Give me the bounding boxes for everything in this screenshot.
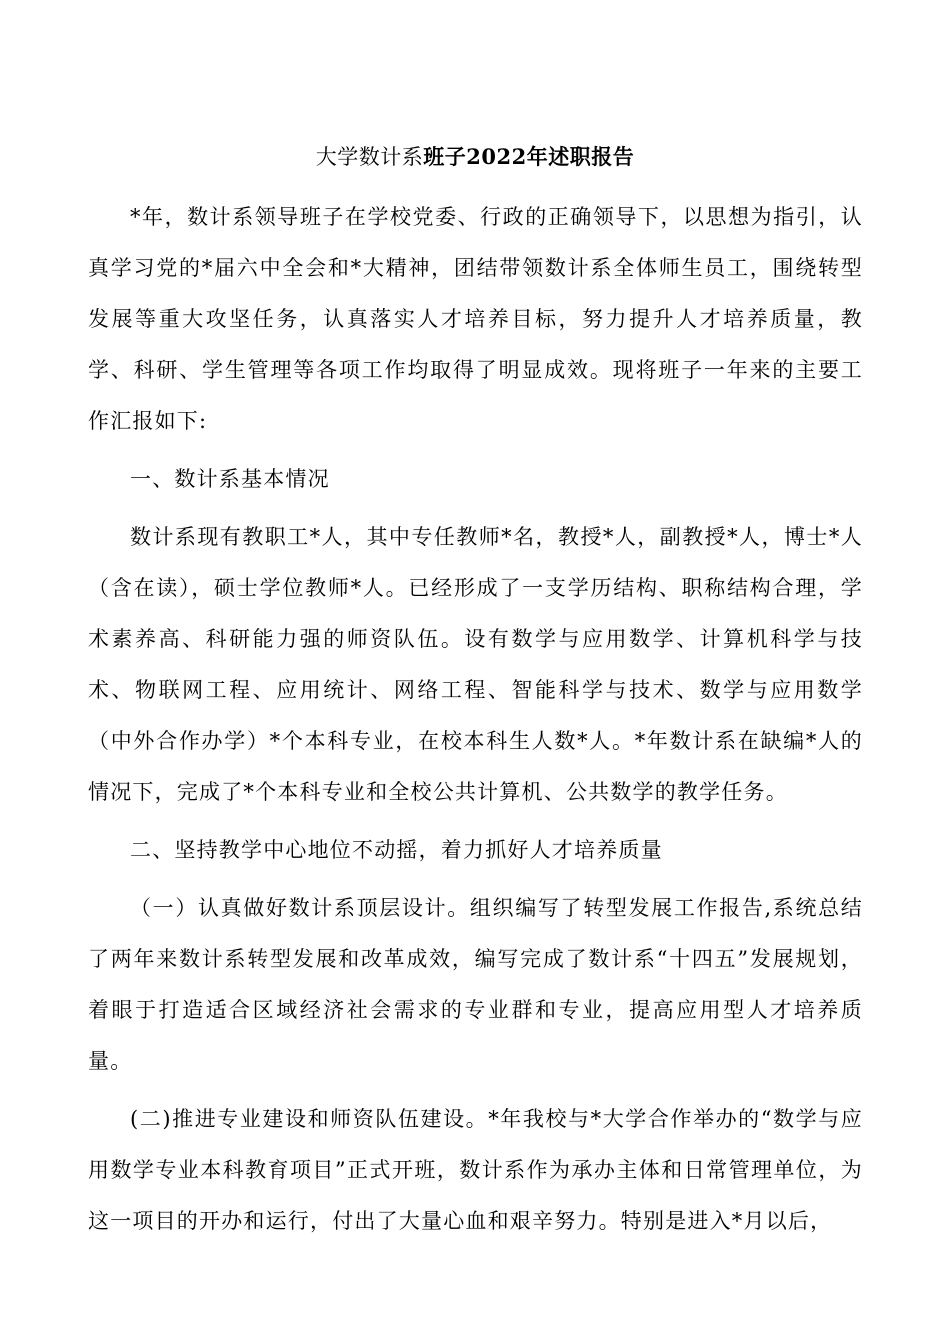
subsection-paragraph-1: （一）认真做好数计系顶层设计。组织编写了转型发展工作报告,系统总结了两年来数计系转型发展和改革成效，编写完成了数计系“十四五”发展规划，着眼于打造适合区域经济社会需求的专业群和专业，提高应用型人才培养质量。 [88,896,863,1073]
basic-info-paragraph: 数计系现有教职工*人，其中专任教师*名，教授*人，副教授*人，博士*人（含在读），硕士学位教师*人。已经形成了一支学历结构、职称结构合理，学术素养高、科研能力强的师资队伍。设有数学与应用数学、计算机科学与技术、物联网工程、应用统计、网络工程、智能科学与技术、数学与应用数学（中外合作办学）*个本科专业，在校本科生人数*人。*年数计系在缺编*人的情况下，完成了*个本科专业和全校公共计算机、公共数学的教学任务。 [88,525,863,804]
subsection-paragraph-2: (二)推进专业建设和师资队伍建设。*年我校与*大学合作举办的“数学与应用数学专业本科教育项目”正式开班，数计系作为承办主体和日常管理单位，为这一项目的开办和运行，付出了大量心血和艰辛努力。特别是进入*月以后， [88,1107,863,1233]
section-heading-1: 一、数计系基本情况 [130,467,330,491]
paragraph-gap [88,818,863,825]
intro-paragraph: *年，数计系领导班子在学校党委、行政的正确领导下，以思想为指引，认真学习党的*届六中全会和*大精神，团结带领数计系全体师生员工，围绕转型发展等重大攻坚任务，认真落实人才培养目标，努力提升人才培养质量，教学、科研、学生管理等各项工作均取得了明显成效。现将班子一年来的主要工作汇报如下: [88,205,863,433]
paragraph-gap [88,505,863,512]
paragraph-gap [88,876,863,883]
paragraph-gap [88,1087,863,1094]
document-title [0,142,950,172]
document-body [88,192,863,1247]
paragraph-gap [88,447,863,454]
title-plain-part: 大学数计系 [315,145,424,169]
section-heading-2: 二、坚持教学中心地位不动摇，着力抓好人才培养质量 [130,838,663,862]
title-bold-part: 班子2022年述职报告 [423,144,635,169]
